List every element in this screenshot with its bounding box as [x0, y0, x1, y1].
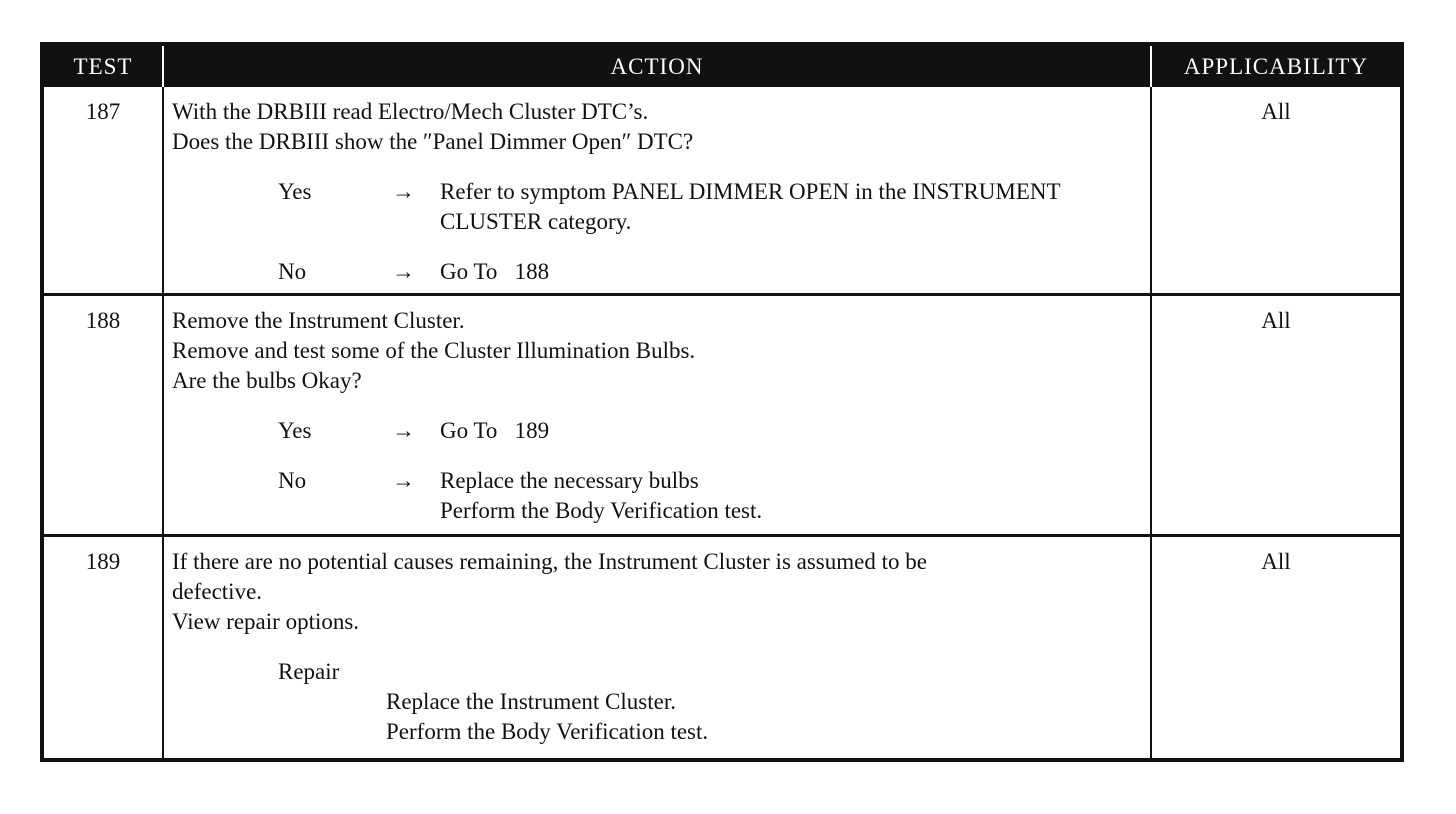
result-line: Replace the necessary bulbs	[440, 468, 699, 493]
action-line: Are the bulbs Okay?	[172, 368, 362, 393]
right-arrow-icon: →	[392, 468, 415, 493]
right-arrow-icon: →	[392, 179, 415, 204]
action-cell	[163, 536, 1151, 759]
no-result	[440, 466, 1142, 526]
no-branch	[172, 257, 1142, 287]
action-line: Remove and test some of the Cluster Illumination Bulbs.	[172, 338, 696, 363]
action-line: View repair options.	[172, 609, 360, 634]
right-arrow-icon: →	[392, 259, 415, 284]
applicability-cell: All	[1151, 295, 1400, 536]
repair-block	[172, 657, 1142, 747]
table-row-188	[44, 295, 1400, 536]
action-line: Does the DRBIII show the ″Panel Dimmer Open″ DTC?	[172, 129, 694, 154]
test-number: 189	[44, 536, 163, 759]
action-cell	[163, 295, 1151, 536]
no-label: No	[278, 468, 307, 493]
action-line: defective.	[172, 579, 263, 604]
test-table	[44, 46, 1400, 758]
repair-line: Replace the Instrument Cluster.	[386, 689, 676, 714]
table-row-187	[44, 87, 1400, 295]
diagnostic-test-table	[40, 42, 1404, 762]
yes-label: Yes	[278, 179, 312, 204]
result-line: CLUSTER category.	[440, 209, 632, 234]
header-test: TEST	[44, 46, 163, 87]
test-number: 188	[44, 295, 163, 536]
action-line: Remove the Instrument Cluster.	[172, 308, 465, 333]
yes-result	[440, 416, 1142, 446]
yes-branch	[172, 177, 1142, 237]
repair-steps	[172, 687, 1142, 747]
result-line: Perform the Body Verification test.	[440, 498, 763, 523]
result-line: Go To 189	[440, 418, 550, 443]
repair-line: Perform the Body Verification test.	[386, 719, 709, 744]
action-cell	[163, 87, 1151, 295]
action-line: If there are no potential causes remaining, the Instrument Cluster is assumed to be	[172, 549, 927, 574]
yes-branch	[172, 416, 1142, 446]
test-number: 187	[85, 99, 121, 124]
applicability-cell: All	[1151, 536, 1400, 759]
no-label: No	[278, 259, 307, 284]
no-branch	[172, 466, 1142, 526]
result-line: Go To 188	[440, 259, 550, 284]
table-row-189	[44, 536, 1400, 759]
yes-result	[440, 177, 1142, 237]
header-applicability: APPLICABILITY	[1151, 46, 1400, 87]
result-line: Refer to symptom PANEL DIMMER OPEN in the INSTRUMENT	[440, 179, 1061, 204]
applicability-cell: All	[1151, 87, 1400, 295]
header-row	[44, 46, 1400, 87]
no-result	[440, 257, 1142, 287]
right-arrow-icon: →	[392, 418, 415, 443]
yes-label: Yes	[278, 418, 312, 443]
action-line: With the DRBIII read Electro/Mech Cluster DTC’s.	[172, 99, 649, 124]
repair-label: Repair	[278, 659, 340, 684]
header-action: ACTION	[163, 46, 1151, 87]
